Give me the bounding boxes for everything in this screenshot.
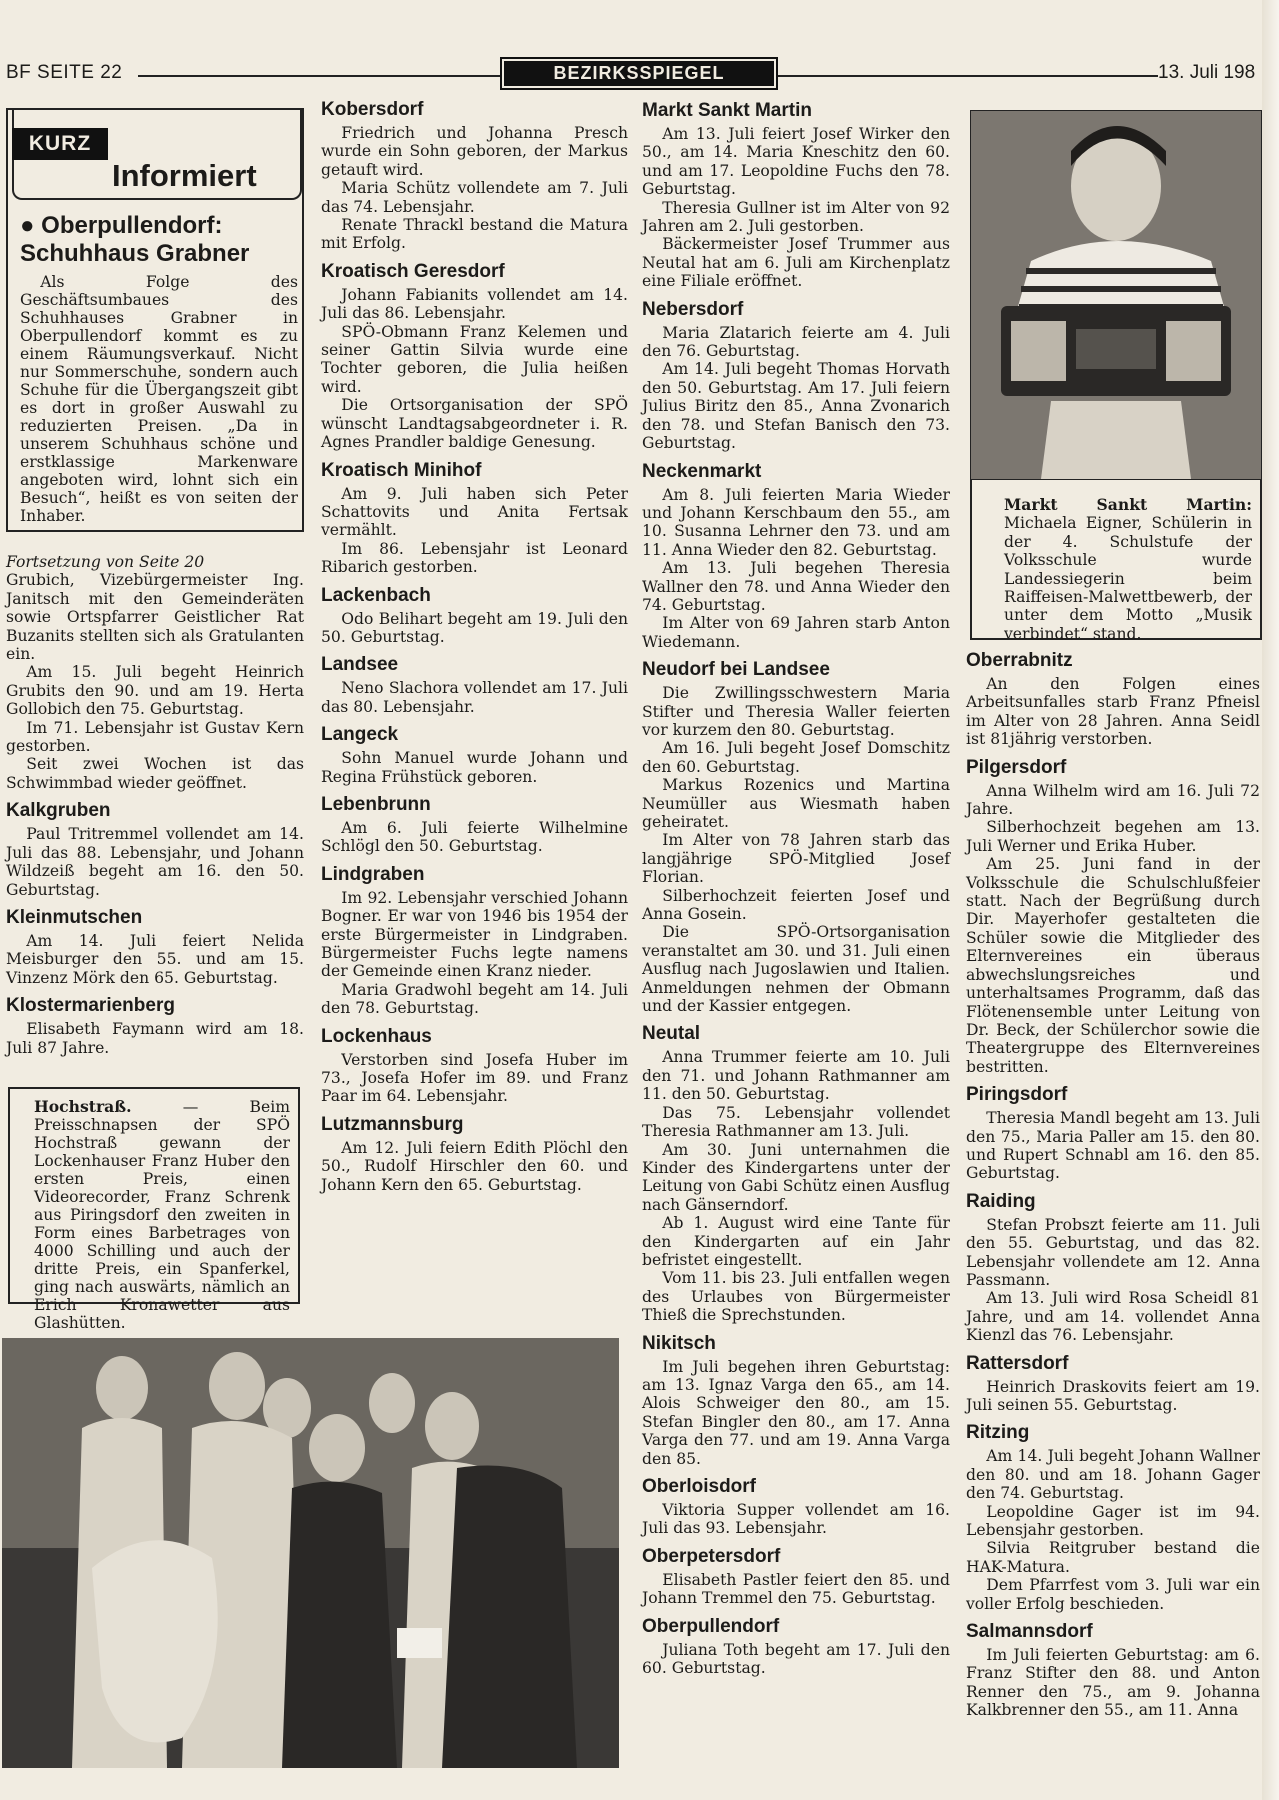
section-paragraph: Die Ortsorganisation der SPÖ wünscht Landtagsabgeordneter i. R. Agnes Prandler baldige Genesung. [321,396,628,452]
column-1 [6,553,304,1057]
section-paragraph: Odo Belihart begeht am 19. Juli den 50. Geburtstag. [321,609,628,646]
section-paragraph: Im Juli begehen ihren Geburtstag: am 13. Ignaz Varga den 65., am 14. Alois Schweiger den 80., am 15. Stefan Bingler den 80., am 17. Anna Varga den 77. und am 19. Anna Varga den 85. [642,1357,950,1468]
continuation-label: Fortsetzung von Seite 20 [6,553,205,571]
group-photo [2,1338,619,1768]
section-paragraph: Am 14. Juli begeht Thomas Horvath den 50. Geburtstag. Am 17. Juli feiern Julius Biritz den 85., Anna Zvonarich den 78. und Stefan Banisch den 73. Geburtstag. [642,360,950,453]
section-paragraph: Anna Wilhelm wird am 16. Juli 72 Jahre. [966,781,1260,819]
section-paragraph: SPÖ-Obmann Franz Kelemen und seiner Gattin Silvia wurde eine Tochter geboren, die Julia heißen wird. [321,322,628,396]
section-heading: Lebenbrunn [321,793,431,815]
section-heading: Oberpetersdorf [642,1545,781,1567]
section-heading: Salmannsdorf [966,1621,1093,1643]
section-paragraph: Maria Zlatarich feierte am 4. Juli den 76. Geburtstag. [642,323,950,361]
section-paragraph: Bäckermeister Josef Trummer aus Neutal hat am 6. Juli am Kirchenplatz eine Filiale eröffnet. [642,235,950,291]
section-paragraph: Vom 11. bis 23. Juli entfallen wegen des Urlaubes von Bürgermeister Thieß die Sprechstunden. [642,1269,950,1325]
issue-date: 13. Juli 198 [1158,62,1256,83]
section-paragraph: Silberhochzeit begehen am 13. Juli Werner und Erika Huber. [966,818,1260,855]
section-paragraph: Neno Slachora vollendet am 17. Juli das 80. Lebensjahr. [321,679,628,716]
section-heading: Oberrabnitz [966,650,1073,671]
section-paragraph: Am 8. Juli feierten Maria Wieder und Johann Kerschbaum den 55., am 10. Susanna Lehrner den 73. und am 11. Anna Wieder den 82. Geburtstag. [642,485,950,559]
section-heading: Markt Sankt Martin [642,100,812,121]
section-heading: Kroatisch Minihof [321,459,482,481]
continuation-text [6,571,304,792]
section-paragraph: Viktoria Supper vollendet am 16. Juli das 93. Lebensjahr. [642,1501,950,1538]
continuation-paragraph: Am 15. Juli begeht Heinrich Grubits den 90. und am 19. Herta Gollobich den 75. Geburtstag. [6,663,304,719]
section-paragraph: Die Zwillingsschwestern Maria Stifter und Theresia Waller feierten vor kurzem den 80. Geburtstag. [642,684,950,739]
column-4 [966,650,1260,1720]
section-heading: Klostermarienberg [6,995,175,1017]
header-rule-left [138,75,500,77]
section-paragraph: Verstorben sind Josefa Huber im 73., Josefa Hofer im 89. und Franz Paar im 64. Lebensjahr. [321,1050,628,1106]
section-paragraph: Heinrich Draskovits feiert am 19. Juli seinen 55. Geburtstag. [966,1377,1260,1414]
section-heading: Kroatisch Geresdorf [321,260,505,282]
section-heading: Piringsdorf [966,1084,1068,1106]
section-paragraph: Am 12. Juli feiern Edith Plöchl den 50., Rudolf Hirschler den 60. und Johann Kern den 65. Geburtstag. [321,1138,628,1194]
caption-lead: Hochstraß. [34,1097,132,1116]
section-paragraph: Leopoldine Gager ist im 94. Lebensjahr gestorben. [966,1502,1260,1540]
section-paragraph: Am 14. Juli feiert Nelida Meisburger den 55. und am 15. Vinzenz Mörk den 65. Geburtstag. [6,931,304,987]
hochstrass-caption-box [8,1087,300,1332]
section-paragraph: Paul Tritremmel vollendet am 14. Juli das 88. Lebensjahr, und Johann Wildzeiß begeht am 16. den 50. Geburtstag. [6,825,304,899]
section-banner [500,57,778,90]
section-heading: Kobersdorf [321,99,424,120]
column-2 [321,99,628,1194]
section-heading: Lutzmannsburg [321,1113,464,1135]
continuation-paragraph: Grubich, Vizebürgermeister Ing. Janitsch mit den Gemeinderäten sowie Ortspfarrer Geistlicher Rat Buzanits stellten sich als Gratulanten ein. [6,571,304,664]
section-paragraph: Silberhochzeit feierten Josef und Anna Gosein. [642,886,950,924]
section-heading: Langeck [321,724,399,746]
section-paragraph: Anna Trummer feierte am 10. Juli den 71. und Johann Rathmanner am 11. den 50. Geburtstag. [642,1048,950,1104]
section-paragraph: Im Juli feierten Geburtstag: am 6. Franz Stifter den 88. und Anton Renner den 75., am 9. Johanna Kalkbrenner den 55., am 11. Anna [966,1646,1260,1720]
girl-caption-box [970,480,1262,643]
section-paragraph: Das 75. Lebensjahr vollendet Theresia Rathmanner am 13. Juli. [642,1103,950,1141]
section-paragraph: Ab 1. August wird eine Tante für den Kindergarten auf ein Jahr befristet eingestellt. [642,1214,950,1269]
girl-photo-image [971,111,1261,479]
section-heading: Kalkgruben [6,800,111,822]
caption-text: Michaela Eigner, Schülerin in der 4. Schulstufe der Volksschule wurde Landessiegerin beim Raiffeisen-Malwettbewerb, der unter dem Motto „Musik verbindet“ stand. [1004,514,1252,643]
section-heading: Lindgraben [321,863,425,885]
kurz-badge: KURZ [12,128,108,160]
section-paragraph: Theresia Gullner ist im Alter von 92 Jahren am 2. Juli gestorben. [642,198,950,236]
section-paragraph: Im 92. Lebensjahr verschied Johann Bogner. Er war von 1946 bis 1954 der erste Bürgermeister in Lindgraben. Bürgermeister Fuchs legte namens der Gemeinde einen Kranz nieder. [321,888,628,981]
section-heading: Ritzing [966,1422,1030,1444]
section-paragraph: Stefan Probszt feierte am 11. Juli den 55. Geburtstag, und das 82. Lebensjahr vollendete am 12. Anna Passmann. [966,1215,1260,1289]
kurz-body [20,273,298,525]
page-edge [1262,0,1279,1800]
section-heading: Oberpullendorf [642,1615,780,1637]
section-heading: Raiding [966,1190,1036,1212]
section-paragraph: Am 13. Juli begehen Theresia Wallner den 78. und Anna Wieder den 74. Geburtstag. [642,559,950,614]
section-paragraph: Silvia Reitgruber bestand die HAK-Matura. [966,1539,1260,1576]
section-heading: Neudorf bei Landsee [642,659,830,681]
section-paragraph: Am 6. Juli feierte Wilhelmine Schlögl den 50. Geburtstag. [321,818,628,856]
column-1-sections [6,800,304,1057]
section-paragraph: Am 9. Juli haben sich Peter Schattovits und Anita Fertsak vermählt. [321,484,628,540]
section-paragraph: Johann Fabianits vollendet am 14. Juli das 86. Lebensjahr. [321,285,628,323]
section-paragraph: Dem Pfarrfest vom 3. Juli war ein voller Erfolg beschieden. [966,1576,1260,1613]
kurz-headline: ● Oberpullendorf: Schuhhaus Grabner [20,212,250,267]
section-heading: Pilgersdorf [966,756,1067,778]
kurz-informiert-box [6,108,304,532]
section-paragraph: Am 30. Juni unternahmen die Kinder des Kindergartens unter der Leitung von Gabi Schütz einen Ausflug nach Gänserndorf. [642,1140,950,1214]
section-paragraph: Am 25. Juni fand in der Volksschule die Schulschlußfeier statt. Nach der Begrüßung durch Dir. Mayerhofer gestalteten die Schüler sowie die Mitglieder des Elternvereines ein überaus abwechslungsreiches und unterhaltsames Programm, daß das Flötenensemble unter Leitung von Dr. Beck, der Schülerchor sowie die Theatergruppe des Elternvereines bestritten. [966,855,1260,1076]
group-photo-image [2,1338,619,1768]
section-heading: Lockenhaus [321,1025,432,1047]
section-paragraph: Am 16. Juli begeht Josef Domschitz den 60. Geburtstag. [642,739,950,776]
section-paragraph: Juliana Toth begeht am 17. Juli den 60. Geburtstag. [642,1640,950,1678]
section-paragraph: Die SPÖ-Ortsorganisation veranstaltet am 30. und 31. Juli einen Ausflug nach Jugoslawien und Italien. Anmeldungen nehmen der Obmann und der Kassier entgegen. [642,923,950,1016]
section-heading: Landsee [321,654,399,676]
section-paragraph: Im Alter von 78 Jahren starb das langjährige SPÖ-Mitglied Josef Florian. [642,831,950,887]
section-title: BEZIRKSSPIEGEL [504,61,774,86]
section-paragraph: Markus Rozenics und Martina Neumüller aus Wiesmath haben geheiratet. [642,776,950,831]
section-paragraph: Am 13. Juli wird Rosa Scheidl 81 Jahre, und am 14. vollendet Anna Kienzl das 76. Lebensjahr. [966,1289,1260,1345]
section-paragraph: Elisabeth Pastler feiert den 85. und Johann Tremmel den 75. Geburtstag. [642,1570,950,1608]
continuation-paragraph: Im 71. Lebensjahr ist Gustav Kern gestorben. [6,718,304,756]
kurz-paragraph: Als Folge des Geschäftsumbaues des Schuhhauses Grabner in Oberpullendorf kommt es zu einem Räumungsverkauf. Nicht nur Sommerschuhe, sondern auch Schuhe für die Übergangszeit gibt es dort in großer Auswahl zu reduzierten Preisen. „Da in unserem Schuhhaus schöne und erstklassige Markenware angeboten wird, lohnt sich ein Besuch“, heißt es von seiten der Inhaber. [20,273,298,525]
page-number: BF SEITE 22 [6,62,123,83]
section-paragraph: Am 13. Juli feiert Josef Wirker den 50., am 14. Maria Kneschitz den 60. und am 17. Leopoldine Fuchs den 78. Geburtstag. [642,125,950,199]
section-paragraph: Maria Gradwohl begeht am 14. Juli den 78. Geburtstag. [321,980,628,1018]
section-paragraph: Maria Schütz vollendete am 7. Juli das 74. Lebensjahr. [321,179,628,216]
section-heading: Rattersdorf [966,1352,1069,1374]
section-paragraph: Elisabeth Faymann wird am 18. Juli 87 Jahre. [6,1020,304,1057]
kurz-title: Informiert [112,158,257,193]
caption-text: — Beim Preisschnapsen der SPÖ Hochstraß gewann der Lockenhauser Franz Huber den ersten Preis, einen Videorecorder, Franz Schrenk aus Piringsdorf den zweiten in Form eines Barbetrages von 4000 Schilling und auch der dritte Preis, ein Spanferkel, ging nach auswärts, nämlich an Erich Kronawetter aus Glashütten. [34,1098,290,1332]
section-paragraph: Im Alter von 69 Jahren starb Anton Wiedemann. [642,614,950,651]
column-3 [642,100,950,1677]
section-paragraph: Friedrich und Johanna Presch wurde ein Sohn geboren, der Markus getauft wird. [321,124,628,179]
section-paragraph: Im 86. Lebensjahr ist Leonard Ribarich gestorben. [321,539,628,577]
section-heading: Nikitsch [642,1332,716,1354]
girl-photo [970,110,1262,480]
section-paragraph: Renate Thrackl bestand die Matura mit Erfolg. [321,216,628,253]
header-rule-right [778,75,1158,77]
continuation-paragraph: Seit zwei Wochen ist das Schwimmbad wieder geöffnet. [6,755,304,792]
section-heading: Neckenmarkt [642,460,762,482]
section-paragraph: Sohn Manuel wurde Johann und Regina Frühstück geboren. [321,749,628,786]
section-heading: Nebersdorf [642,298,744,320]
section-heading: Oberloisdorf [642,1476,757,1497]
section-paragraph: Theresia Mandl begeht am 13. Juli den 75., Maria Paller am 15. den 80. und Rupert Schnabl am 16. den 85. Geburtstag. [966,1109,1260,1183]
section-heading: Kleinmutschen [6,906,143,928]
caption-lead: Markt Sankt Martin: [1004,495,1252,514]
section-paragraph: An den Folgen eines Arbeitsunfalles starb Franz Pfneisl im Alter von 28 Jahren. Anna Seidl ist 81jährig verstorben. [966,675,1260,749]
section-heading: Neutal [642,1023,701,1045]
section-heading: Lackenbach [321,584,431,606]
section-paragraph: Am 14. Juli begeht Johann Wallner den 80. und am 18. Johann Gager den 74. Geburtstag. [966,1447,1260,1503]
